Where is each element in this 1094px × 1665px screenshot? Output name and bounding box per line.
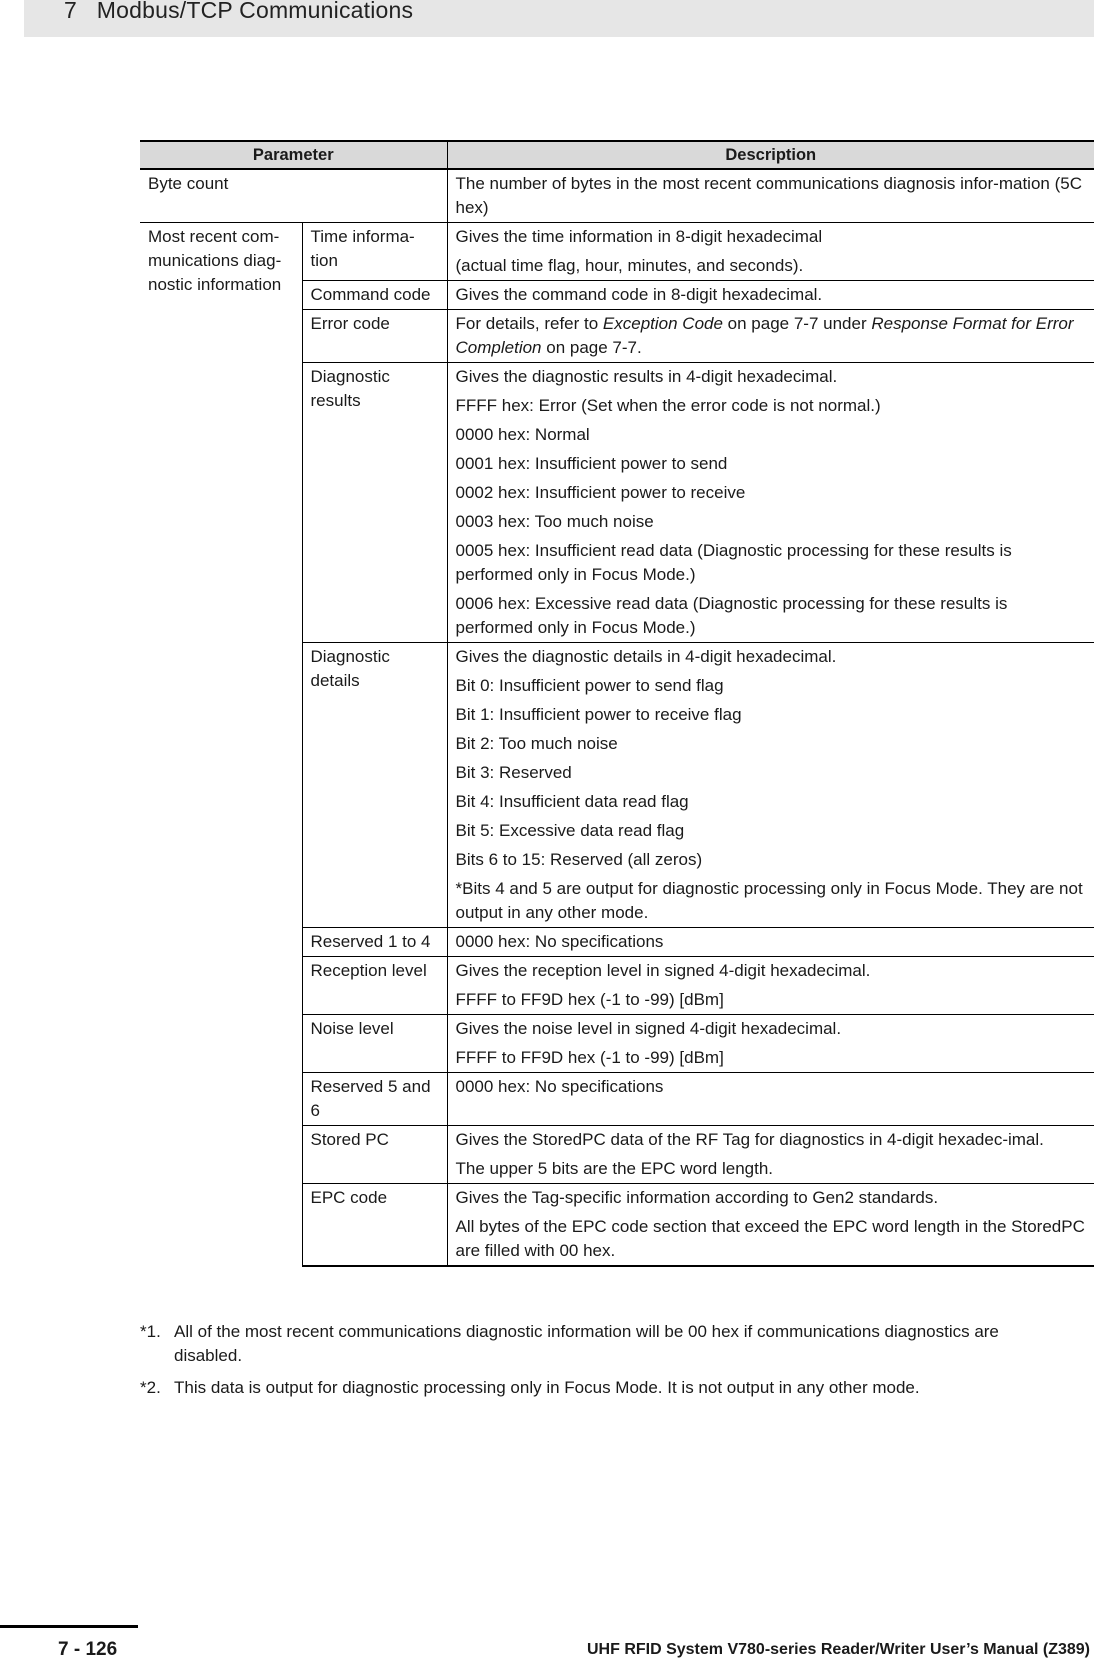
table-row: [140, 223, 1094, 281]
parameter-table: [140, 140, 1094, 1267]
param-label: Command code: [302, 281, 447, 310]
param-label: Reserved 1 to 4: [302, 928, 447, 957]
param-description: [447, 1126, 1094, 1184]
manual-title: UHF RFID System V780-series Reader/Writer User’s Manual (Z389): [586, 1641, 1090, 1658]
footnote: [140, 1376, 1060, 1400]
description-line: Bit 3: Reserved: [455, 763, 572, 782]
param-description: [447, 310, 1094, 363]
description-line: Bit 1: Insufficient power to receive flag: [455, 705, 742, 724]
description-line: All bytes of the EPC code section that exceed the EPC word length in the StoredPC are filled with 00 hex.: [455, 1217, 1085, 1260]
desc-byte-count: The number of bytes in the most recent communications diagnosis infor-mation (5C hex): [455, 174, 1082, 217]
param-label: Time informa-tion: [302, 223, 447, 281]
column-header-description: Description: [447, 141, 1094, 169]
description-line: 0000 hex: Normal: [455, 425, 590, 444]
page-number: 7 - 126: [58, 1639, 118, 1660]
footnote: [140, 1320, 1060, 1368]
param-label: Diagnostic results: [302, 363, 447, 643]
footnote-mark: *2.: [140, 1378, 161, 1397]
description-line: Gives the noise level in signed 4-digit hexadecimal.: [455, 1019, 842, 1038]
param-label: Diagnostic details: [302, 643, 447, 928]
description-line: 0002 hex: Insufficient power to receive: [455, 483, 746, 502]
param-label: Reserved 5 and 6: [302, 1073, 447, 1126]
param-byte-count: Byte count: [140, 169, 447, 223]
description-line: Bit 2: Too much noise: [455, 734, 618, 753]
column-header-parameter: Parameter: [140, 141, 447, 169]
description-line: Bit 4: Insufficient data read flag: [455, 792, 689, 811]
error-code-reference: [456, 312, 1087, 360]
reference-link-text: Exception Code: [602, 314, 723, 333]
table-header-row: [140, 141, 1094, 169]
description-line: 0003 hex: Too much noise: [455, 512, 654, 531]
footnote-text: All of the most recent communications diagnostic information will be 00 hex if communications diagnostics are disabled.: [174, 1322, 999, 1365]
description-line: 0005 hex: Insufficient read data (Diagnostic processing for these results is performed only in Focus Mode.): [455, 541, 1012, 584]
section-header-bar: [24, 0, 1094, 37]
reference-link-text: Response Format for Error Completion: [455, 314, 1074, 357]
param-description: [447, 957, 1094, 1015]
param-description: [447, 643, 1094, 928]
description-line: (actual time flag, hour, minutes, and seconds).: [455, 256, 804, 275]
description-line: FFFF to FF9D hex (-1 to -99) [dBm]: [455, 1048, 724, 1067]
description-line: Bits 6 to 15: Reserved (all zeros): [455, 850, 703, 869]
param-label: Reception level: [302, 957, 447, 1015]
description-line: Gives the Tag-specific information according to Gen2 standards.: [455, 1188, 939, 1207]
description-line: 0000 hex: No specifications: [455, 1077, 664, 1096]
param-description: [447, 363, 1094, 643]
reference-text: For details, refer to: [455, 314, 603, 333]
footnote-mark: *1.: [140, 1322, 161, 1341]
description-line: *Bits 4 and 5 are output for diagnostic processing only in Focus Mode. They are not output in any other mode.: [455, 879, 1083, 922]
description-line: Gives the time information in 8-digit hexadecimal: [455, 227, 823, 246]
param-description: [447, 281, 1094, 310]
table-row-byte-count: [140, 169, 1094, 223]
param-description: [447, 1073, 1094, 1126]
param-label: EPC code: [302, 1184, 447, 1267]
description-line: Gives the StoredPC data of the RF Tag for diagnostics in 4-digit hexadec-imal.: [455, 1130, 1044, 1149]
param-group-label: Most recent com-munications diag-nostic information: [140, 223, 302, 1267]
description-line: Gives the diagnostic results in 4-digit hexadecimal.: [455, 367, 838, 386]
description-line: Bit 5: Excessive data read flag: [455, 821, 685, 840]
param-description: [447, 928, 1094, 957]
param-description: [447, 1015, 1094, 1073]
description-line: 0001 hex: Insufficient power to send: [455, 454, 728, 473]
param-label: Noise level: [302, 1015, 447, 1073]
description-line: FFFF to FF9D hex (-1 to -99) [dBm]: [455, 990, 724, 1009]
param-label: Stored PC: [302, 1126, 447, 1184]
description-line: 0000 hex: No specifications: [455, 932, 664, 951]
reference-text: on page 7-7.: [541, 338, 642, 357]
description-line: The upper 5 bits are the EPC word length.: [455, 1159, 774, 1178]
footer-rule: [0, 1625, 138, 1628]
param-description: [447, 1184, 1094, 1267]
description-line: Gives the reception level in signed 4-digit hexadecimal.: [455, 961, 871, 980]
param-label: Error code: [302, 310, 447, 363]
description-line: Gives the command code in 8-digit hexadecimal.: [455, 285, 823, 304]
param-description: [447, 223, 1094, 281]
footnote-text: This data is output for diagnostic processing only in Focus Mode. It is not output in any other mode.: [174, 1378, 920, 1397]
section-title: 7 Modbus/TCP Communications: [64, 0, 414, 23]
description-line: 0006 hex: Excessive read data (Diagnostic processing for these results is performed only in Focus Mode.): [455, 594, 1008, 637]
reference-text: on page 7-7 under: [722, 314, 872, 333]
description-line: Gives the diagnostic details in 4-digit hexadecimal.: [455, 647, 837, 666]
description-line: Bit 0: Insufficient power to send flag: [455, 676, 724, 695]
description-line: FFFF hex: Error (Set when the error code is not normal.): [455, 396, 881, 415]
footnotes: [140, 1320, 1060, 1408]
